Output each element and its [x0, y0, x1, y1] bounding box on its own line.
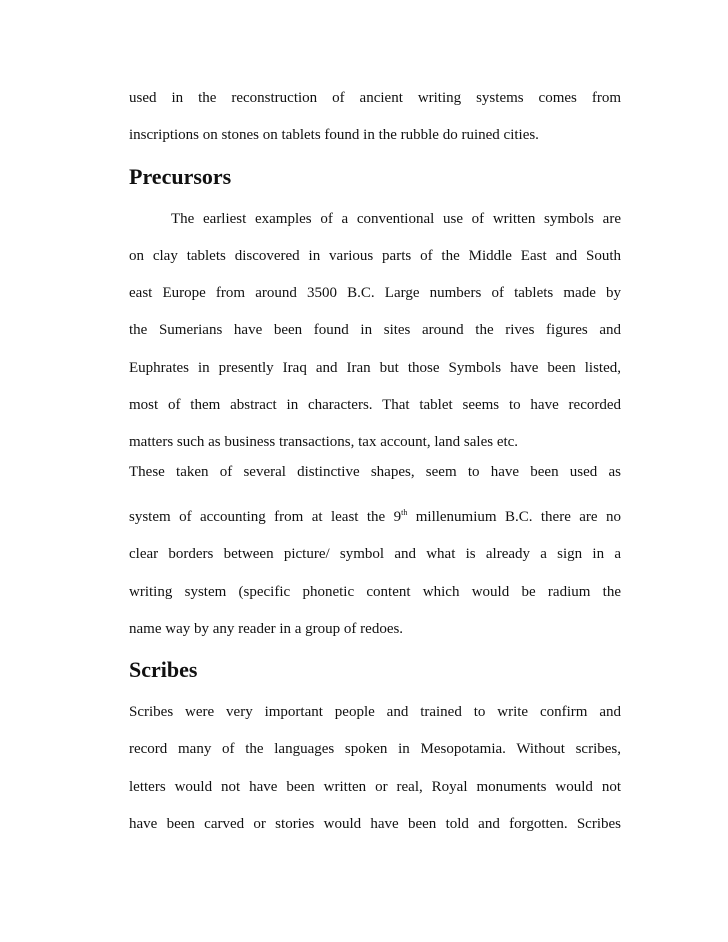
- intro-line-1: used in the reconstruction of ancient writing systems comes from: [129, 90, 621, 106]
- scribes-line-2: record many of the languages spoken in Mesopotamia. Without scribes,: [129, 741, 621, 758]
- precursors-line-5: Euphrates in presently Iraq and Iran but those Symbols have been listed,: [129, 359, 621, 376]
- precursors-line-1: The earliest examples of a conventional use of written symbols are: [171, 210, 621, 227]
- precursors-para2-line-2: [129, 499, 621, 536]
- section-heading-precursors: Precursors: [129, 163, 232, 189]
- para2-line2-post: millenumium B.C. there are no: [407, 508, 621, 525]
- precursors-line-4: the Sumerians have been found in sites around the rives figures and: [129, 322, 621, 339]
- precursors-line-3: east Europe from around 3500 B.C. Large numbers of tablets made by: [129, 285, 621, 302]
- precursors-line-6: most of them abstract in characters. That tablet seems to have recorded: [129, 397, 621, 414]
- para2-line2-pre: system of accounting from at least the 9: [129, 508, 402, 525]
- page-content: [129, 80, 621, 843]
- scribes-line-4: have been carved or stories would have been told and forgotten. Scribes: [129, 816, 621, 833]
- precursors-para2-line-1: These taken of several distinctive shapes, seem to have been used as: [129, 463, 621, 480]
- scribes-line-1: Scribes were very important people and trained to write confirm and: [129, 704, 621, 721]
- precursors-line-2: on clay tablets discovered in various parts of the Middle East and South: [129, 247, 621, 264]
- precursors-line-7: matters such as business transactions, tax account, land sales etc.: [129, 434, 519, 451]
- scribes-line-3: letters would not have been written or real, Royal monuments would not: [129, 778, 621, 795]
- section-heading-scribes: Scribes: [129, 657, 198, 683]
- ordinal-superscript: th: [401, 507, 408, 517]
- intro-line-2: inscriptions on stones on tablets found in the rubble do ruined cities.: [129, 127, 539, 144]
- precursors-para2-line-4: writing system (specific phonetic content which would be radium the: [129, 583, 621, 600]
- precursors-para2-line-5: name way by any reader in a group of redoes.: [129, 620, 404, 637]
- precursors-para2-line-3: clear borders between picture/ symbol and what is already a sign in a: [129, 546, 621, 563]
